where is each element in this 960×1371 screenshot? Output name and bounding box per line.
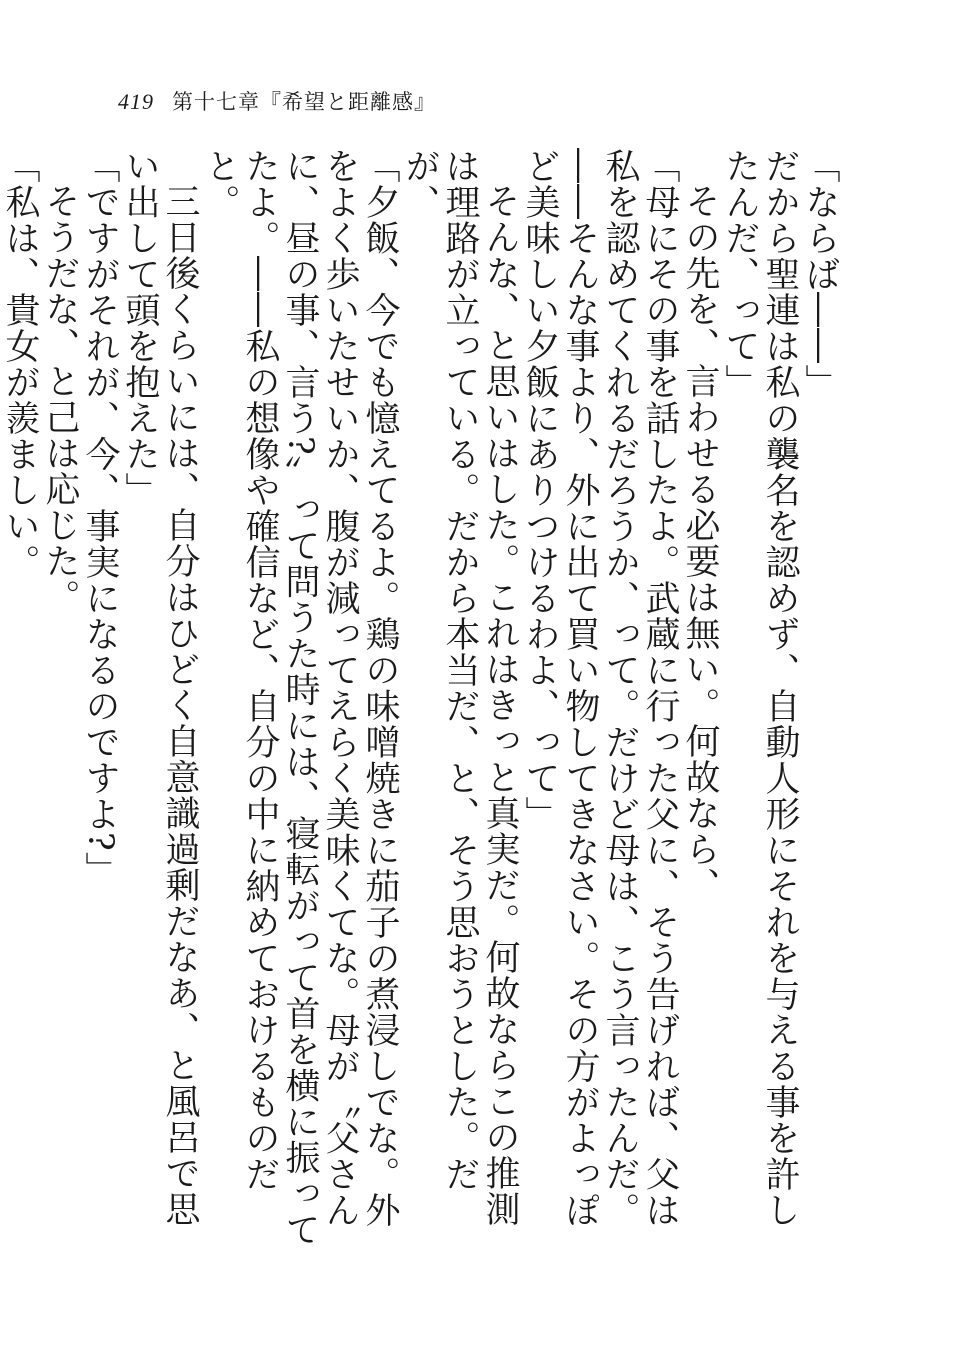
paragraph: 「夕飯、今でも憶えてるよ。鶏の味噌焼きに茄子の煮浸しでな。外をよく歩いたせいか、腹が減ってえらく美味くてな。母が〝父さんに、昼の事、言う?〟って問うた時には、寝転がって首を横に振ってたよ。――私の想像や確信など、自分の中に納めておけるものだと。	[200, 148, 400, 1248]
paragraph: 「ならば――」	[800, 148, 840, 400]
body-text	[0, 148, 840, 1258]
page-number: 419	[118, 89, 154, 114]
paragraph: 「母にその事を話したよ。武蔵に行った父に、そう告げれば、父は私を認めてくれるだろうか、って。だけど母は、こう言ったんだ。――そんな事より、外に出て買い物してきなさい。その方がよっぽど美味しい夕飯にありつけるわよ、って」	[520, 148, 680, 1228]
paragraph: 「私は、貴女が羨ましい。	[0, 148, 40, 580]
paragraph: そんな、と思いはした。これはきっと真実だ。何故ならこの推測は理路が立っている。だから本当だ、と、そう思おうとした。だが、	[400, 148, 520, 1227]
chapter-title: 第十七章『希望と距離感』	[172, 90, 436, 114]
paragraph: そうだな、と己は応じた。	[40, 183, 80, 615]
running-header	[118, 86, 436, 116]
paragraph: その先を、言わせる必要は無い。何故なら、	[680, 183, 720, 903]
paragraph: だから聖連は私の襲名を認めず、自動人形にそれを与える事を許したんだ、って」	[720, 148, 800, 1228]
paragraph: 三日後くらいには、自分はひどく自意識過剰だなあ、と風呂で思い出して頭を抱えた」	[120, 148, 200, 1227]
paragraph: 「ですがそれが、今、事実になるのですよ?」	[80, 148, 120, 888]
